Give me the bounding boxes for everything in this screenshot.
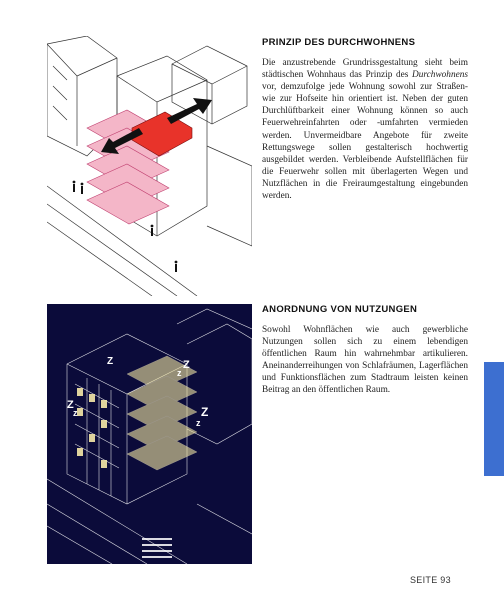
page-number: SEITE 93 [410,575,451,585]
svg-text:Z: Z [67,399,74,411]
nutzungen-diagram [47,304,252,564]
lit-floors [127,356,197,470]
durchwohnen-diagram [47,36,252,296]
svg-text:Z: Z [183,359,190,371]
svg-text:Z: Z [201,405,209,419]
svg-text:z: z [73,408,78,418]
heading-durchwohnen: PRINZIP DES DURCHWOHNENS [262,37,416,48]
svg-text:z: z [196,418,201,428]
emphasis-durchwohnens: Durchwohnens [412,70,468,81]
body-durchwohnen: Die anzustrebende Grundrissgestaltung sieht beim städtischen Wohnhaus das Prinzip des Durchwohnens vor, demzufolge jede Wohnung sowohl zur Straßen- wie zur Hofseite hin orientiert ist. Neben der guten Durchlüftbarkeit einer Wohnung können so auch Feuerwehreinfahrten oder -umfahrten vermieden werden. Unvermeidbare Angebote für zweite Rettungswege sollen gestalterisch hochwertig ausgebildet werden. Verbleibende Aufstellflächen für die Feuerwehr sollen mit überlagerten Wegen und Nutzflächen in die Freiraumgestaltung eingebunden werden. [262,58,468,202]
figure-durchwohnen [47,36,252,296]
svg-text:Z: Z [107,356,114,367]
svg-text:z: z [177,368,182,378]
chapter-tab [484,362,504,476]
figure-nutzungen [47,304,252,564]
heading-nutzungen: ANORDNUNG VON NUTZUNGEN [262,304,418,315]
body-nutzungen: Sowohl Wohnflächen wie auch gewerbliche Nutzungen sollen sich zu einem lebendigen öffentlichen Raum hin wahrnehmbar artikulieren. Aneinanderreihungen von Schlafräumen, Lagerflächen und Funktionsflächen zum Stadtraum leisten keinen Beitrag an den öffentlichen Raum. [262,325,468,396]
